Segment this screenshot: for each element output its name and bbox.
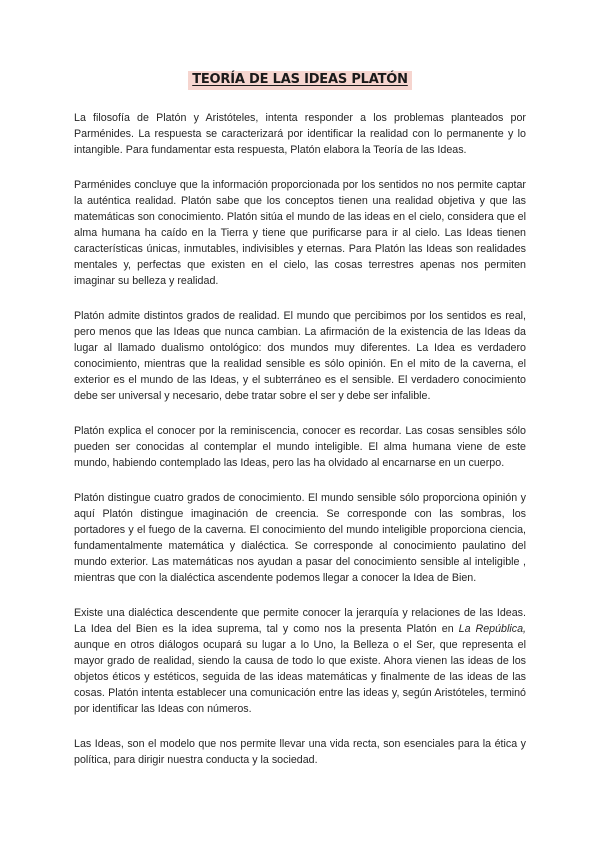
- paragraph-7: Las Ideas, son el modelo que nos permite llevar una vida recta, son esenciales para la ética y política, para dirigir nuestra conducta y la sociedad.: [74, 738, 526, 767]
- paragraph-3: Platón admite distintos grados de realidad. El mundo que percibimos por los sentidos es real, pero menos que las Ideas que nunca cambian. La afirmación de la existencia de las Ideas da lugar al llamado dualismo ontológico: dos mundos muy diferentes. La Idea es verdadero conocimiento, mientras que la realidad sensible es sólo opinión. En el mito de la caverna, el exterior es el mundo de las Ideas, y el subterráneo es el sensible. El verdadero conocimiento debe ser universal y necesario, debe tratar sobre el ser y debe ser infalible.: [74, 309, 526, 403]
- title-wrapper: [74, 70, 526, 90]
- paragraph-1: La filosofía de Platón y Aristóteles, intenta responder a los problemas planteados por Parménides. La respuesta se caracterizará por identificar la realidad con lo permanente y lo intangible. Para fundamentar esta respuesta, Platón elabora la Teoría de las Ideas.: [74, 112, 526, 157]
- paragraph-6-text-start: Existe una dialéctica descendente que permite conocer la jerarquía y relaciones de las Ideas. La Idea del Bien es la idea suprema, tal y como nos la presenta Platón en: [74, 606, 526, 635]
- paragraph-4: Platón explica el conocer por la reminiscencia, conocer es recordar. Las cosas sensibles sólo pueden ser conocidas al contemplar el mundo inteligible. El alma humana viene de este mundo, habiendo contemplado las Ideas, pero las ha olvidado al encarnarse en un cuerpo.: [74, 425, 526, 470]
- paragraph-6: [74, 605, 526, 718]
- book-title-la-republica: La República,: [458, 622, 527, 635]
- paragraph-6-text-end: aunque en otros diálogos ocupará su lugar a lo Uno, la Belleza o el Ser, que representa el mayor grado de realidad, siendo la causa de todo lo que existe. Ahora vienen las ideas de los objetos éticos y estéticos, seguida de las ideas matemáticas y finalmente de las ideas de las cosas. Platón intenta establecer una comunicación entre las ideas y, según Aristóteles, terminó por identificar las Ideas con números.: [74, 639, 526, 716]
- document-title: TEORÍA DE LAS IDEAS PLATÓN: [188, 71, 412, 90]
- paragraph-2: Parménides concluye que la información proporcionada por los sentidos no nos permite captar la auténtica realidad. Platón sabe que los conceptos tienen una realidad objetiva y que las matemáticas son conocimiento. Platón sitúa el mundo de las ideas en el cielo, considera que el alma humana ha caído en la Tierra y tiene que purificarse para ir al cielo. Las Ideas tienen características únicas, inmutables, indivisibles y eternas. Para Platón las Ideas son realidades mentales y, perfectas que existen en el cielo, las cosas terrestres apenas nos permiten imaginar su belleza y realidad.: [74, 178, 526, 288]
- paragraph-5: Platón distingue cuatro grados de conocimiento. El mundo sensible sólo proporciona opinión y aquí Platón distingue imaginación de creencia. Se corresponde con las sombras, los portadores y el fuego de la caverna. El conocimiento del mundo inteligible proporciona ciencia, fundamentalmente matemática y dialéctica. Se corresponde al conocimiento paulatino del mundo exterior. Las matemáticas nos ayudan a pasar del conocimiento sensible al inteligible , mientras que con la dialéctica ascendente podemos llegar a conocer la Idea de Bien.: [74, 491, 526, 585]
